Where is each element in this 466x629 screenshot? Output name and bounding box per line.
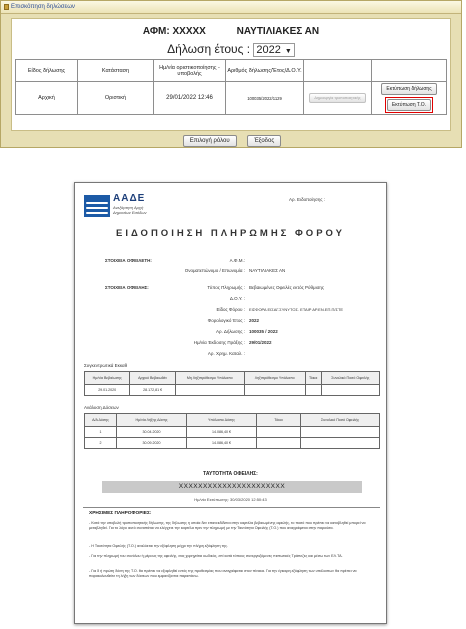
aade-logo-icon (84, 195, 110, 217)
col-header: Ημ/νία Βεβαίωσης (85, 372, 130, 385)
note-paragraph: - Κατά την υποβολή τροποποιητικής δήλωσης, της δήλωσης η οποία δεν επανεκδίδεται στην καρτέλα βεβαιωμένης οφειλής, το ποσό που πρέπει να καταβληθεί μπορεί να μεταβληθεί. Για το λόγο αυτό συνιστάται να ελέγχετε την καρτέλα πριν την πληρωμή με την Ταυτότητα Οφειλής (Τ.Ο.) που αναγράφεται στην παρούσα. (89, 521, 366, 530)
field-value: Βεβαιωμένες Οφειλές εκτός Ρύθμισης (249, 285, 325, 290)
cell: 30.09.2020 (117, 438, 187, 449)
cell (301, 427, 380, 438)
cell: 14.086,40 € (187, 427, 257, 438)
cell: 1 (85, 427, 117, 438)
field-label: Είδος Φόρου : (216, 307, 245, 312)
field-label: Ονοματεπώνυμο / Επωνυμία : (184, 268, 245, 273)
cell-number: 100035/2022/1129 (226, 82, 304, 115)
field-value: 29/01/2022 (249, 340, 272, 345)
note-paragraph: - Για δ ή πρώτη δόση της Τ.Ο. θα πρέπει να εξοφληθεί εντός της προθεσμίας που αναγράφεται στον πίνακα. Για την έγκαιρη εξόφληση των υπόλοιπων θα πρέπει να παρακολουθείτε τη λήξη των δόσεων που εμφανίζονται παραπάνω. (89, 569, 357, 578)
logo-subtitle: Ανεξάρτητη Αρχή (113, 205, 144, 210)
divider (83, 507, 380, 508)
tax-payment-notice (74, 182, 387, 624)
cell (257, 427, 301, 438)
col-header: Είδος δήλωσης (16, 60, 78, 82)
notes-title: ΧΡΗΣΙΜΕΣ ΠΛΗΡΟΦΟΡΙΕΣ: (89, 511, 152, 516)
panel-title: Επισκόπηση δηλώσεων (11, 4, 75, 10)
field-value: 2022 (249, 318, 260, 323)
col-header: Κατάσταση (78, 60, 154, 82)
notice-number-label: Αρ. Ειδοποίησης : (289, 197, 326, 202)
cell: 28.172,81 € (130, 385, 175, 396)
highlight-box (385, 97, 433, 113)
cell: 2 (85, 438, 117, 449)
print-to-button[interactable]: Εκτύπωση Τ.Ο. (387, 99, 431, 111)
table-row (85, 427, 380, 438)
panel-header (1, 1, 461, 14)
field-value: ΕΙΣΦΟΡΑ ΕΙΣΑΓ.ΣΥΝΥΤΟΣ. ΕΤΑΙΡ ΑΡ.ΕΝ.ΕΠ.Π/ΣΤΕ (249, 307, 344, 312)
col-header (304, 60, 372, 82)
chevron-down-icon: ▼ (284, 47, 292, 55)
create-amending-button[interactable]: Δημιουργία τροποποιητικής (309, 93, 365, 103)
table-header-row (85, 414, 380, 427)
select-role-button[interactable]: Επιλογή ρόλου (183, 135, 237, 147)
cell (175, 385, 244, 396)
year-select[interactable] (253, 43, 294, 57)
print-date: Ημ/νία Εκτύπωσης: 30/03/2020 12:50:43 (194, 497, 267, 502)
declarations-table (15, 59, 447, 115)
field-label: Δ.Ο.Υ. : (229, 296, 245, 301)
col-header: Αριθμός δήλωσης/Έτος/Δ.Ο.Υ. (226, 60, 304, 82)
logo-title: ΑΑΔΕ (113, 193, 146, 204)
cell-type: Αρχική (16, 82, 78, 115)
exit-button[interactable]: Έξοδος (247, 135, 281, 147)
col-header: Τόκοι (305, 372, 321, 385)
field-label: Αρ. Δήλωσης : (216, 329, 245, 334)
year-value: 2022 (256, 43, 281, 56)
col-header: Α/Α Δόσης (85, 414, 117, 427)
year-row (12, 42, 450, 57)
taxpayer-name: ΝΑΥΤΙΛΙΑΚΕΣ ΑΝ (236, 26, 320, 37)
field-value: ΝΑΥΤΙΛΙΑΚΕΣ ΑΝ (249, 268, 286, 273)
summary-table (84, 371, 380, 396)
table-row (16, 82, 447, 115)
col-header: Ημ/νία οριστικοποίησης - υποβολής (154, 60, 226, 82)
col-header: Ημ/νία Λήξης Δόσης (117, 414, 187, 427)
col-header: Ληξιπρόθεσμο Υπόλοιπο (244, 372, 305, 385)
logo-subtitle: Δημοσίων Εσόδων (113, 210, 147, 215)
bottom-buttons (1, 129, 463, 147)
cell-action (304, 82, 372, 115)
folder-icon (4, 4, 9, 10)
table-row (85, 438, 380, 449)
cell: 30.04.2020 (117, 427, 187, 438)
table-header-row (16, 60, 447, 82)
installments-table (84, 413, 380, 449)
field-label: Ημ/νία Έκδοσης Πράξης : (193, 340, 245, 345)
cell: 14.086,40 € (187, 438, 257, 449)
cell (257, 438, 301, 449)
debtor-section-title: ΣΤΟΙΧΕΙΑ ΟΦΕΙΛΕΤΗ: (105, 258, 152, 263)
field-value: 100035 / 2022 (249, 329, 278, 334)
col-header (372, 60, 447, 82)
col-header: Αρχικό Βεβαιωθέν (130, 372, 175, 385)
field-label: Φορολογικό Έτος : (207, 318, 245, 323)
cell: 29.01.2020 (85, 385, 130, 396)
print-declaration-button[interactable]: Εκτύπωση δήλωσης (381, 83, 436, 95)
cell (301, 438, 380, 449)
col-header: Τόκοι (257, 414, 301, 427)
cell-status: Οριστική (78, 82, 154, 115)
taxpayer-row (12, 26, 450, 37)
cell (321, 385, 379, 396)
table-header-row (85, 372, 380, 385)
cell (244, 385, 305, 396)
col-header: Υπόλοιπο Δόσης (187, 414, 257, 427)
note-paragraph: - Για την πληρωμή του συνόλου ή μέρους της οφειλής, σας χορηγείται κωδικός, επί κατά τόπους συνεργαζόμενες πιστωτικές Τράπεζες και μέσω των ΕΛ.ΤΑ. (89, 554, 343, 558)
debt-section-title: ΣΤΟΙΧΕΙΑ ΟΦΕΙΛΗΣ: (105, 285, 149, 290)
declarations-panel (0, 0, 462, 148)
col-header: Μη Ληξιπρόθεσμο Υπόλοιπο (175, 372, 244, 385)
afm-label: ΑΦΜ: XXXXX (142, 26, 206, 37)
debt-id-title: ΤΑΥΤΟΤΗΤΑ ΟΦΕΙΛΗΣ: (203, 471, 258, 477)
field-label: Α.Φ.Μ.: (229, 258, 245, 263)
cell-date: 29/01/2022 12:46 (154, 82, 226, 115)
col-header: Συνολικό Ποσό Οφειλής (301, 414, 380, 427)
note-paragraph: - Η Ταυτότητα Οφειλής (Τ.Ο.) αναλύεται την εξόφληση μέχρι την πλήρη εξόφληση της. (89, 544, 228, 548)
year-label: Δήλωση έτους : (167, 42, 251, 56)
summary-table-title: Συγκεντρωτικά Εκκαθ (84, 363, 128, 368)
cell (305, 385, 321, 396)
declarations-box (11, 18, 451, 131)
installments-table-title: Ανάλυση Δόσεων (84, 405, 119, 410)
document-title: ΕΙΔΟΠΟΙΗΣΗ ΠΛΗΡΩΜΗΣ ΦΟΡΟΥ (116, 228, 345, 239)
debt-id-code: XXXXXXXXXXXXXXXXXXXXXX (102, 481, 362, 493)
field-label: Αρ. Χρημ. Καταλ. : (207, 351, 245, 356)
col-header: Συνολικό Ποσό Οφειλής (321, 372, 379, 385)
field-label: Τύπος Πληρωμής : (207, 285, 245, 290)
table-row (85, 385, 380, 396)
cell-print (372, 82, 447, 115)
